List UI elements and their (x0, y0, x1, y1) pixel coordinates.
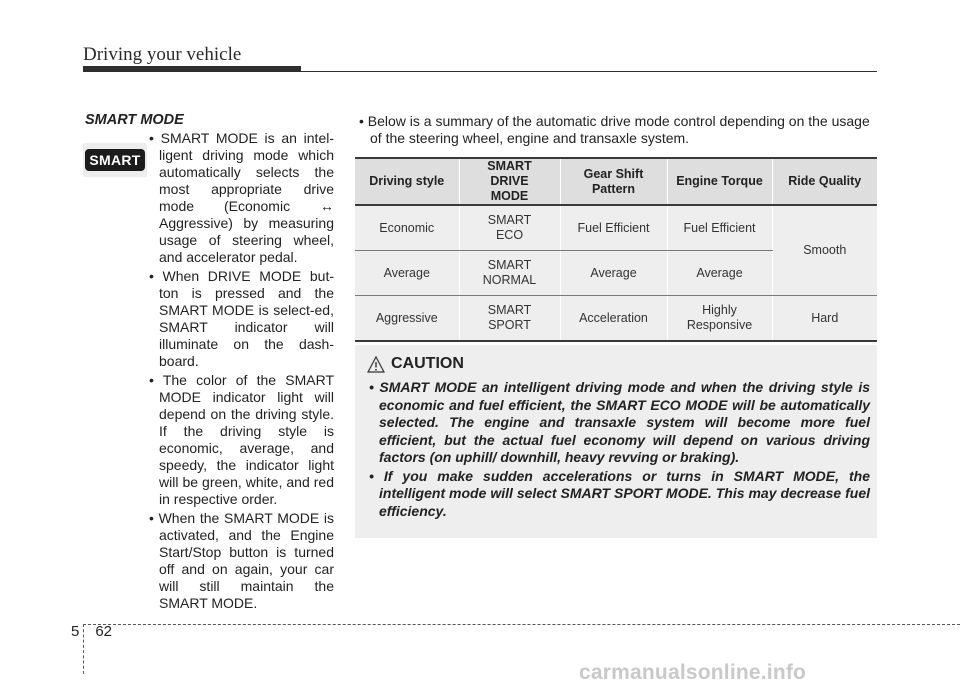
description-bullet: • SMART MODE is an intel-ligent driving mode which automatically selects the most appropriate drive mode (Economic ↔ Aggressive) by measuring usage of steering wheel, and accelerator pedal. (149, 130, 334, 265)
header-gear-shift-pattern (560, 158, 667, 205)
summary-intro: • Below is a summary of the automatic drive mode control depending on the usage of the steering wheel, engine and transaxle system. (359, 113, 870, 146)
caution-box (355, 345, 877, 538)
footer-horizontal-rule (83, 624, 960, 625)
table-cell: Average (355, 251, 459, 296)
table-row (355, 205, 877, 251)
table-cell: Acceleration (560, 296, 667, 342)
header-smart-drive-mode-text: SMART DRIVE MODE (487, 159, 532, 203)
smart-indicator-icon (83, 143, 147, 177)
description-bullet: • When the SMART MODE is activated, and the Engine Start/Stop button is turned off and on again, your car will still maintain the SMART MODE. (149, 510, 334, 611)
caution-body (365, 379, 870, 521)
watermark: carmanualsonline.info (579, 661, 807, 684)
table-cell: Fuel Efficient (667, 205, 772, 251)
page-number-value: 62 (95, 623, 113, 640)
table-cell: Average (560, 251, 667, 296)
header-driving-style: Driving style (355, 158, 459, 205)
table-header-row (355, 158, 877, 205)
section-number: 5 (71, 623, 80, 640)
table-cell: Hard (772, 296, 877, 342)
table-cell: Aggressive (355, 296, 459, 342)
header-gear-shift-text: Gear Shift Pattern (583, 166, 644, 196)
caution-bullet: • If you make sudden accelerations or turns in SMART MODE, the intelligent mode will select SMART SPORT MODE. This may decrease fuel efficiency. (369, 467, 870, 519)
table-cell-text: SMART SPORT (487, 303, 532, 332)
table-cell (459, 296, 560, 342)
table-cell-merged: Smooth (772, 205, 877, 296)
caution-title: CAUTION (391, 355, 464, 372)
header-engine-torque: Engine Torque (667, 158, 772, 205)
table-cell-text: SMART ECO (487, 213, 532, 242)
table-cell (459, 205, 560, 251)
table-cell (459, 251, 560, 296)
page-header-title: Driving your vehicle (83, 44, 242, 65)
header-rule (83, 71, 877, 72)
caution-header (367, 355, 464, 373)
table-cell: Fuel Efficient (560, 205, 667, 251)
table-cell: Average (667, 251, 772, 296)
table-cell-text: Highly Responsive (686, 303, 753, 332)
caution-bullet: • SMART MODE an intelligent driving mode and when the driving style is economic and fuel efficient, the SMART ECO MODE will be automatically selected. The engine and transaxle system will become more fuel efficient, but the actual fuel economy will depend on various driving factors (on uphill/ downhill, heavy revving or braking). (369, 379, 870, 465)
smart-icon-label: SMART (85, 149, 144, 171)
header-smart-drive-mode (459, 158, 560, 205)
description-bullet: • When DRIVE MODE but-ton is pressed and the SMART MODE is select-ed, SMART indicator will illuminate on the dash-board. (149, 268, 334, 369)
description-bullet: • The color of the SMART MODE indicator light will depend on the driving style. If the driving style is economic, average, and speedy, the indicator light will be green, white, and red in respective order. (149, 372, 334, 507)
table-cell: Economic (355, 205, 459, 251)
drive-mode-table (355, 157, 877, 342)
header-ride-quality: Ride Quality (772, 158, 877, 205)
table-row (355, 296, 877, 342)
table-cell (667, 296, 772, 342)
table-cell-text: SMART NORMAL (482, 258, 537, 287)
section-title: SMART MODE (85, 112, 184, 128)
warning-triangle-icon (367, 356, 385, 373)
page-number (71, 623, 112, 640)
smart-mode-description (149, 130, 334, 614)
footer-vertical-rule (83, 624, 84, 674)
